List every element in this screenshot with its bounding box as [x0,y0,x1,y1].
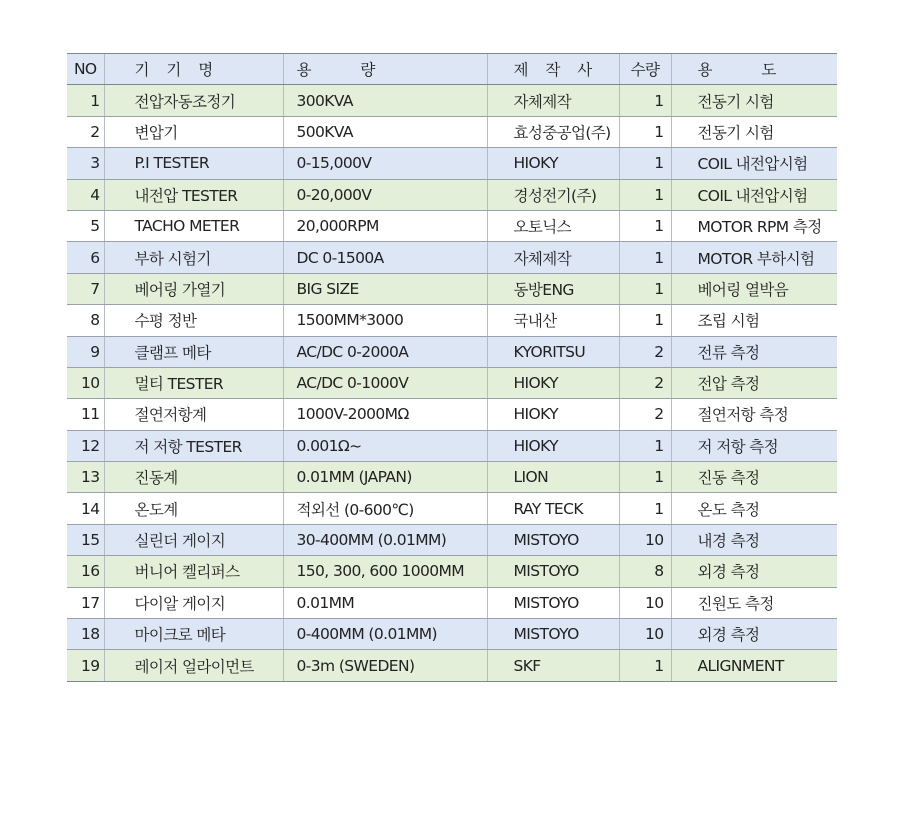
cell-manufacturer: MISTOYO [487,619,619,650]
cell-equipment-name: 마이크로 메타 [104,619,283,650]
table-row [67,650,837,681]
cell-capacity: 0-20,000V [283,179,487,210]
cell-capacity: 적외선 (0-600℃) [283,493,487,524]
table-header-row [67,54,837,85]
cell-capacity: 1000V-2000MΩ [283,399,487,430]
table-row [67,524,837,555]
cell-purpose: MOTOR 부하시험 [671,242,837,273]
table-row [67,430,837,461]
header-equipment-name: 기 기 명 [104,54,283,85]
cell-equipment-name: 멀티 TESTER [104,367,283,398]
cell-purpose: 외경 측정 [671,556,837,587]
cell-purpose: COIL 내전압시험 [671,179,837,210]
cell-capacity: 20,000RPM [283,210,487,241]
cell-purpose: 전동기 시험 [671,85,837,116]
cell-equipment-name: 진동계 [104,462,283,493]
cell-quantity: 2 [619,367,671,398]
cell-no: 12 [67,430,104,461]
cell-manufacturer: 경성전기(주) [487,179,619,210]
cell-quantity: 1 [619,148,671,179]
cell-purpose: 외경 측정 [671,619,837,650]
table-row [67,116,837,147]
cell-capacity: 0-15,000V [283,148,487,179]
cell-capacity: 1500MM*3000 [283,305,487,336]
table-row [67,242,837,273]
table-row [67,556,837,587]
table-row [67,305,837,336]
header-no: NO [67,54,104,85]
table-row [67,367,837,398]
cell-no: 18 [67,619,104,650]
cell-equipment-name: 클램프 메타 [104,336,283,367]
cell-capacity: 30-400MM (0.01MM) [283,524,487,555]
cell-equipment-name: 절연저항계 [104,399,283,430]
cell-quantity: 10 [619,587,671,618]
cell-manufacturer: RAY TECK [487,493,619,524]
cell-equipment-name: 베어링 가열기 [104,273,283,304]
cell-capacity: 0.01MM [283,587,487,618]
cell-manufacturer: 동방ENG [487,273,619,304]
cell-purpose: COIL 내전압시험 [671,148,837,179]
cell-no: 17 [67,587,104,618]
cell-no: 7 [67,273,104,304]
cell-capacity: 500KVA [283,116,487,147]
table-body [67,85,837,681]
cell-quantity: 1 [619,85,671,116]
cell-manufacturer: 효성중공업(주) [487,116,619,147]
table-row [67,587,837,618]
cell-manufacturer: HIOKY [487,148,619,179]
cell-purpose: 전류 측정 [671,336,837,367]
table-row [67,619,837,650]
cell-manufacturer: MISTOYO [487,556,619,587]
cell-manufacturer: MISTOYO [487,524,619,555]
table-row [67,462,837,493]
header-purpose: 용 도 [671,54,837,85]
cell-capacity: 0-3m (SWEDEN) [283,650,487,681]
cell-manufacturer: MISTOYO [487,587,619,618]
cell-purpose: 온도 측정 [671,493,837,524]
cell-quantity: 1 [619,305,671,336]
cell-manufacturer: LION [487,462,619,493]
cell-no: 13 [67,462,104,493]
table-row [67,493,837,524]
cell-quantity: 8 [619,556,671,587]
cell-capacity: BIG SIZE [283,273,487,304]
cell-manufacturer: 자체제작 [487,242,619,273]
cell-capacity: 150, 300, 600 1000MM [283,556,487,587]
cell-quantity: 1 [619,493,671,524]
cell-quantity: 1 [619,210,671,241]
cell-no: 6 [67,242,104,273]
cell-equipment-name: 실린더 게이지 [104,524,283,555]
table-row [67,210,837,241]
cell-equipment-name: 내전압 TESTER [104,179,283,210]
header-quantity: 수량 [619,54,671,85]
cell-equipment-name: 수평 정반 [104,305,283,336]
cell-equipment-name: 변압기 [104,116,283,147]
cell-equipment-name: 부하 시험기 [104,242,283,273]
cell-capacity: 0-400MM (0.01MM) [283,619,487,650]
cell-no: 19 [67,650,104,681]
table-row [67,148,837,179]
cell-equipment-name: 버니어 켈리퍼스 [104,556,283,587]
cell-equipment-name: P.I TESTER [104,148,283,179]
cell-manufacturer: SKF [487,650,619,681]
cell-capacity: DC 0-1500A [283,242,487,273]
cell-manufacturer: HIOKY [487,367,619,398]
cell-no: 10 [67,367,104,398]
cell-equipment-name: 저 저항 TESTER [104,430,283,461]
cell-equipment-name: 온도계 [104,493,283,524]
cell-no: 5 [67,210,104,241]
cell-quantity: 1 [619,179,671,210]
table-row [67,273,837,304]
cell-purpose: MOTOR RPM 측정 [671,210,837,241]
cell-quantity: 1 [619,650,671,681]
cell-no: 9 [67,336,104,367]
cell-no: 14 [67,493,104,524]
cell-manufacturer: 국내산 [487,305,619,336]
cell-purpose: 진원도 측정 [671,587,837,618]
table-row [67,85,837,116]
cell-manufacturer: HIOKY [487,430,619,461]
cell-no: 15 [67,524,104,555]
cell-manufacturer: KYORITSU [487,336,619,367]
equipment-table [67,53,837,682]
table-row [67,336,837,367]
cell-no: 8 [67,305,104,336]
cell-equipment-name: 레이저 얼라이먼트 [104,650,283,681]
cell-quantity: 1 [619,462,671,493]
cell-purpose: 전압 측정 [671,367,837,398]
cell-quantity: 2 [619,399,671,430]
cell-capacity: 0.001Ω~ [283,430,487,461]
cell-capacity: AC/DC 0-2000A [283,336,487,367]
table-row [67,399,837,430]
cell-manufacturer: HIOKY [487,399,619,430]
cell-quantity: 2 [619,336,671,367]
cell-purpose: 전동기 시험 [671,116,837,147]
cell-no: 11 [67,399,104,430]
cell-quantity: 1 [619,116,671,147]
cell-purpose: 절연저항 측정 [671,399,837,430]
cell-purpose: 조립 시험 [671,305,837,336]
cell-capacity: AC/DC 0-1000V [283,367,487,398]
cell-no: 1 [67,85,104,116]
cell-quantity: 1 [619,273,671,304]
cell-manufacturer: 자체제작 [487,85,619,116]
cell-equipment-name: 전압자동조정기 [104,85,283,116]
cell-quantity: 1 [619,242,671,273]
cell-capacity: 0.01MM (JAPAN) [283,462,487,493]
cell-no: 4 [67,179,104,210]
cell-no: 16 [67,556,104,587]
cell-no: 2 [67,116,104,147]
cell-purpose: 베어링 열박음 [671,273,837,304]
cell-purpose: 진동 측정 [671,462,837,493]
header-manufacturer: 제 작 사 [487,54,619,85]
cell-purpose: 내경 측정 [671,524,837,555]
cell-quantity: 10 [619,619,671,650]
cell-equipment-name: 다이알 게이지 [104,587,283,618]
cell-manufacturer: 오토닉스 [487,210,619,241]
table-row [67,179,837,210]
cell-quantity: 10 [619,524,671,555]
header-capacity: 용 량 [283,54,487,85]
cell-equipment-name: TACHO METER [104,210,283,241]
cell-purpose: 저 저항 측정 [671,430,837,461]
cell-purpose: ALIGNMENT [671,650,837,681]
cell-no: 3 [67,148,104,179]
cell-capacity: 300KVA [283,85,487,116]
cell-quantity: 1 [619,430,671,461]
